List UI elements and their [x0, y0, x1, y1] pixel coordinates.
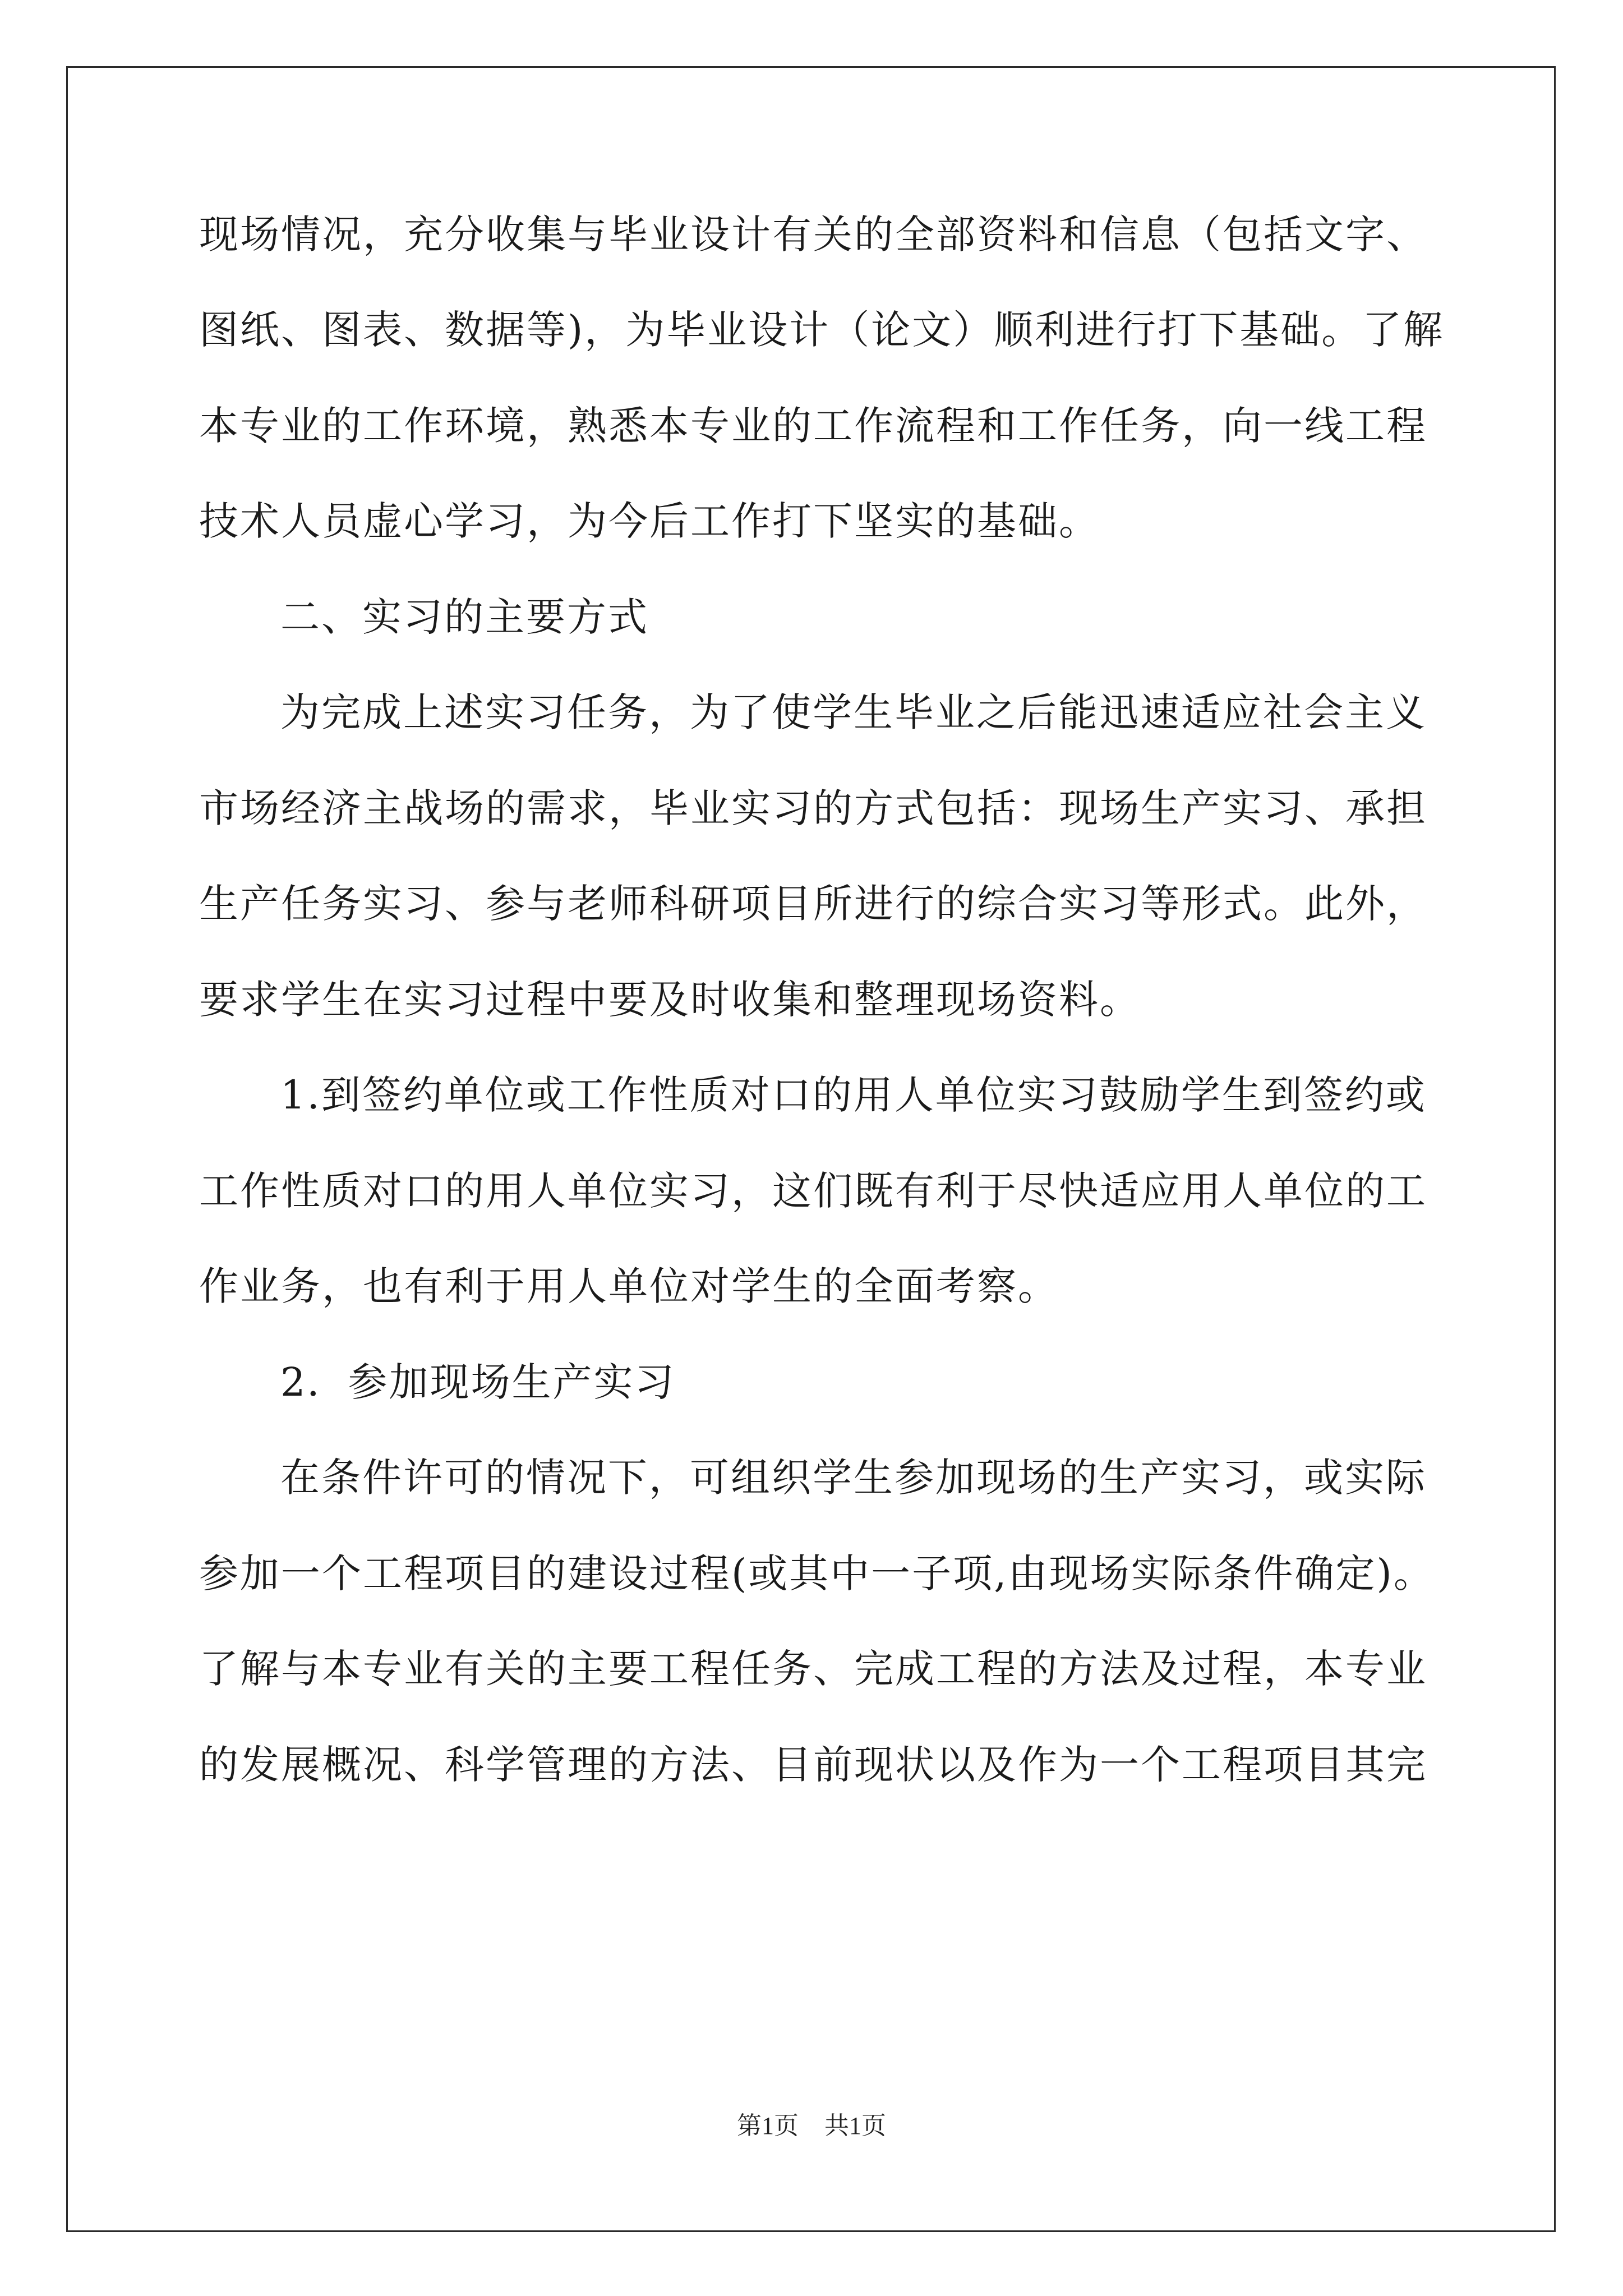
page-number: 第1页	[737, 2112, 799, 2139]
text-line: 1.到签约单位或工作性质对口的用人单位实习鼓励学生到签约或	[280, 1072, 1427, 1118]
section-heading: 2．参加现场生产实习	[280, 1359, 676, 1405]
section-heading: 二、实习的主要方式	[280, 594, 649, 640]
page-border	[66, 66, 1556, 2232]
text-line: 工作性质对口的用人单位实习，这们既有利于尽快适应用人单位的工	[199, 1168, 1427, 1214]
text-line: 的发展概况、科学管理的方法、目前现状以及作为一个工程项目其完	[199, 1742, 1427, 1788]
text-line: 为完成上述实习任务，为了使学生毕业之后能迅速适应社会主义	[280, 689, 1427, 735]
text-line: 图纸、图表、数据等)，为毕业设计（论文）顺利进行打下基础。了解	[199, 307, 1445, 353]
text-line: 了解与本专业有关的主要工程任务、完成工程的方法及过程，本专业	[199, 1646, 1427, 1692]
page-total: 共1页	[824, 2112, 886, 2139]
text-line: 本专业的工作环境，熟悉本专业的工作流程和工作任务，向一线工程	[199, 403, 1427, 449]
page-footer	[0, 2109, 1623, 2143]
text-line: 现场情况，充分收集与毕业设计有关的全部资料和信息（包括文字、	[199, 211, 1427, 257]
text-line: 技术人员虚心学习，为今后工作打下坚实的基础。	[199, 498, 1100, 544]
text-line: 在条件许可的情况下，可组织学生参加现场的生产实习，或实际	[280, 1455, 1427, 1501]
text-line: 要求学生在实习过程中要及时收集和整理现场资料。	[199, 977, 1141, 1023]
text-line: 市场经济主战场的需求，毕业实习的方式包括：现场生产实习、承担	[199, 785, 1427, 831]
text-line: 参加一个工程项目的建设过程(或其中一子项,由现场实际条件确定)。	[199, 1550, 1435, 1596]
text-line: 生产任务实习、参与老师科研项目所进行的综合实习等形式。此外，	[199, 881, 1427, 927]
text-line: 作业务，也有利于用人单位对学生的全面考察。	[199, 1263, 1059, 1309]
